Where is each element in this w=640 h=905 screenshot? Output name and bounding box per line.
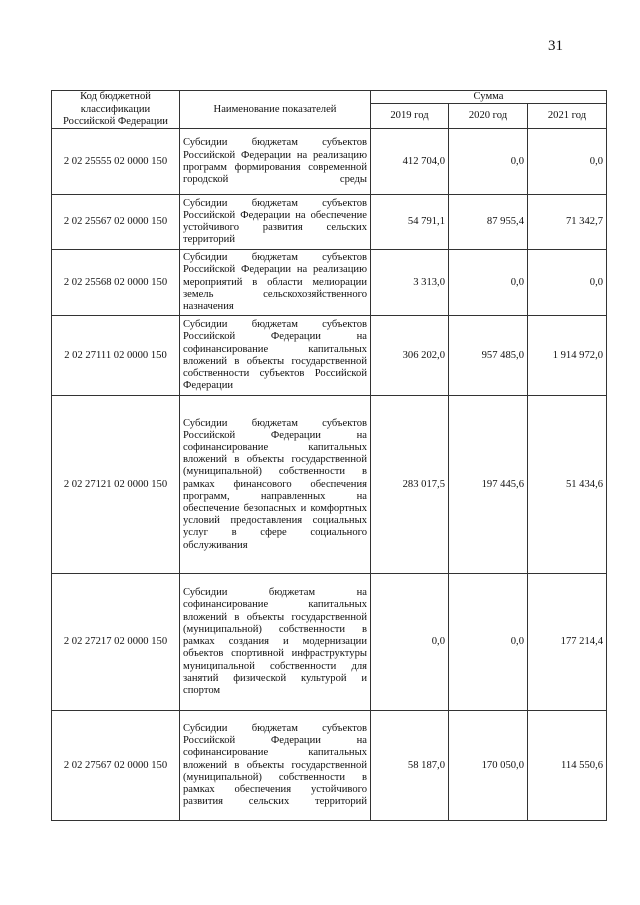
page-number: 31	[548, 38, 563, 54]
row-name: Субсидии бюджетам субъектов Российской Федерации на софинансирование капитальных вложений в объекты государственной (муниципальной) собственности в рамках обеспечения устойчивого развития сельских территорий	[180, 711, 371, 821]
row-code: 2 02 27121 02 0000 150	[52, 396, 180, 574]
header-year-2020: 2020 год	[449, 104, 528, 129]
header-year-2019: 2019 год	[371, 104, 449, 129]
row-value-2021: 0,0	[528, 250, 607, 316]
row-value-2019: 3 313,0	[371, 250, 449, 316]
row-value-2021: 71 342,7	[528, 195, 607, 250]
row-value-2021: 177 214,4	[528, 574, 607, 711]
row-value-2020: 0,0	[449, 574, 528, 711]
row-code: 2 02 27111 02 0000 150	[52, 316, 180, 396]
row-value-2020: 957 485,0	[449, 316, 528, 396]
table-row	[52, 250, 607, 316]
row-value-2019: 306 202,0	[371, 316, 449, 396]
row-value-2021: 0,0	[528, 129, 607, 195]
header-sum: Сумма	[371, 91, 607, 104]
budget-table	[51, 90, 607, 821]
row-code: 2 02 25568 02 0000 150	[52, 250, 180, 316]
table-row	[52, 396, 607, 574]
row-value-2020: 0,0	[449, 129, 528, 195]
table-header-row	[52, 91, 607, 104]
row-code: 2 02 25567 02 0000 150	[52, 195, 180, 250]
row-value-2019: 58 187,0	[371, 711, 449, 821]
header-year-2021: 2021 год	[528, 104, 607, 129]
row-value-2019: 283 017,5	[371, 396, 449, 574]
row-name: Субсидии бюджетам субъектов Российской Федерации на обеспечение устойчивого развития сельских территорий	[180, 195, 371, 250]
row-value-2021: 114 550,6	[528, 711, 607, 821]
row-value-2020: 197 445,6	[449, 396, 528, 574]
row-code: 2 02 25555 02 0000 150	[52, 129, 180, 195]
row-value-2019: 412 704,0	[371, 129, 449, 195]
row-value-2019: 0,0	[371, 574, 449, 711]
row-name: Субсидии бюджетам субъектов Российской Федерации на реализацию программ формирования современной городской среды	[180, 129, 371, 195]
row-code: 2 02 27217 02 0000 150	[52, 574, 180, 711]
row-name: Субсидии бюджетам субъектов Российской Федерации на софинансирование капитальных вложений в объекты государственной (муниципальной) собственности в рамках финансового обеспечения программ, направленных на обеспечение безопасных и комфортных условий предоставления социальных услуг в сфере социального обслуживания	[180, 396, 371, 574]
row-name: Субсидии бюджетам субъектов Российской Федерации на реализацию мероприятий в области мелиорации земель сельскохозяйственного назначения	[180, 250, 371, 316]
row-value-2020: 170 050,0	[449, 711, 528, 821]
header-code: Код бюджетной классификации Российской Федерации	[52, 91, 180, 129]
row-name: Субсидии бюджетам субъектов Российской Федерации на софинансирование капитальных вложений в объекты государственной собственности субъектов Российской Федерации	[180, 316, 371, 396]
row-name: Субсидии бюджетам на софинансирование капитальных вложений в объекты государственной (муниципальной) собственности в рамках создания и модернизации объектов спортивной инфраструктуры муниципальной собственности для занятий физической культурой и спортом	[180, 574, 371, 711]
header-name: Наименование показателей	[180, 91, 371, 129]
table-row	[52, 711, 607, 821]
row-value-2019: 54 791,1	[371, 195, 449, 250]
table-row	[52, 574, 607, 711]
table-row	[52, 129, 607, 195]
table-row	[52, 316, 607, 396]
row-value-2021: 1 914 972,0	[528, 316, 607, 396]
table-row	[52, 195, 607, 250]
row-code: 2 02 27567 02 0000 150	[52, 711, 180, 821]
row-value-2020: 87 955,4	[449, 195, 528, 250]
row-value-2020: 0,0	[449, 250, 528, 316]
row-value-2021: 51 434,6	[528, 396, 607, 574]
